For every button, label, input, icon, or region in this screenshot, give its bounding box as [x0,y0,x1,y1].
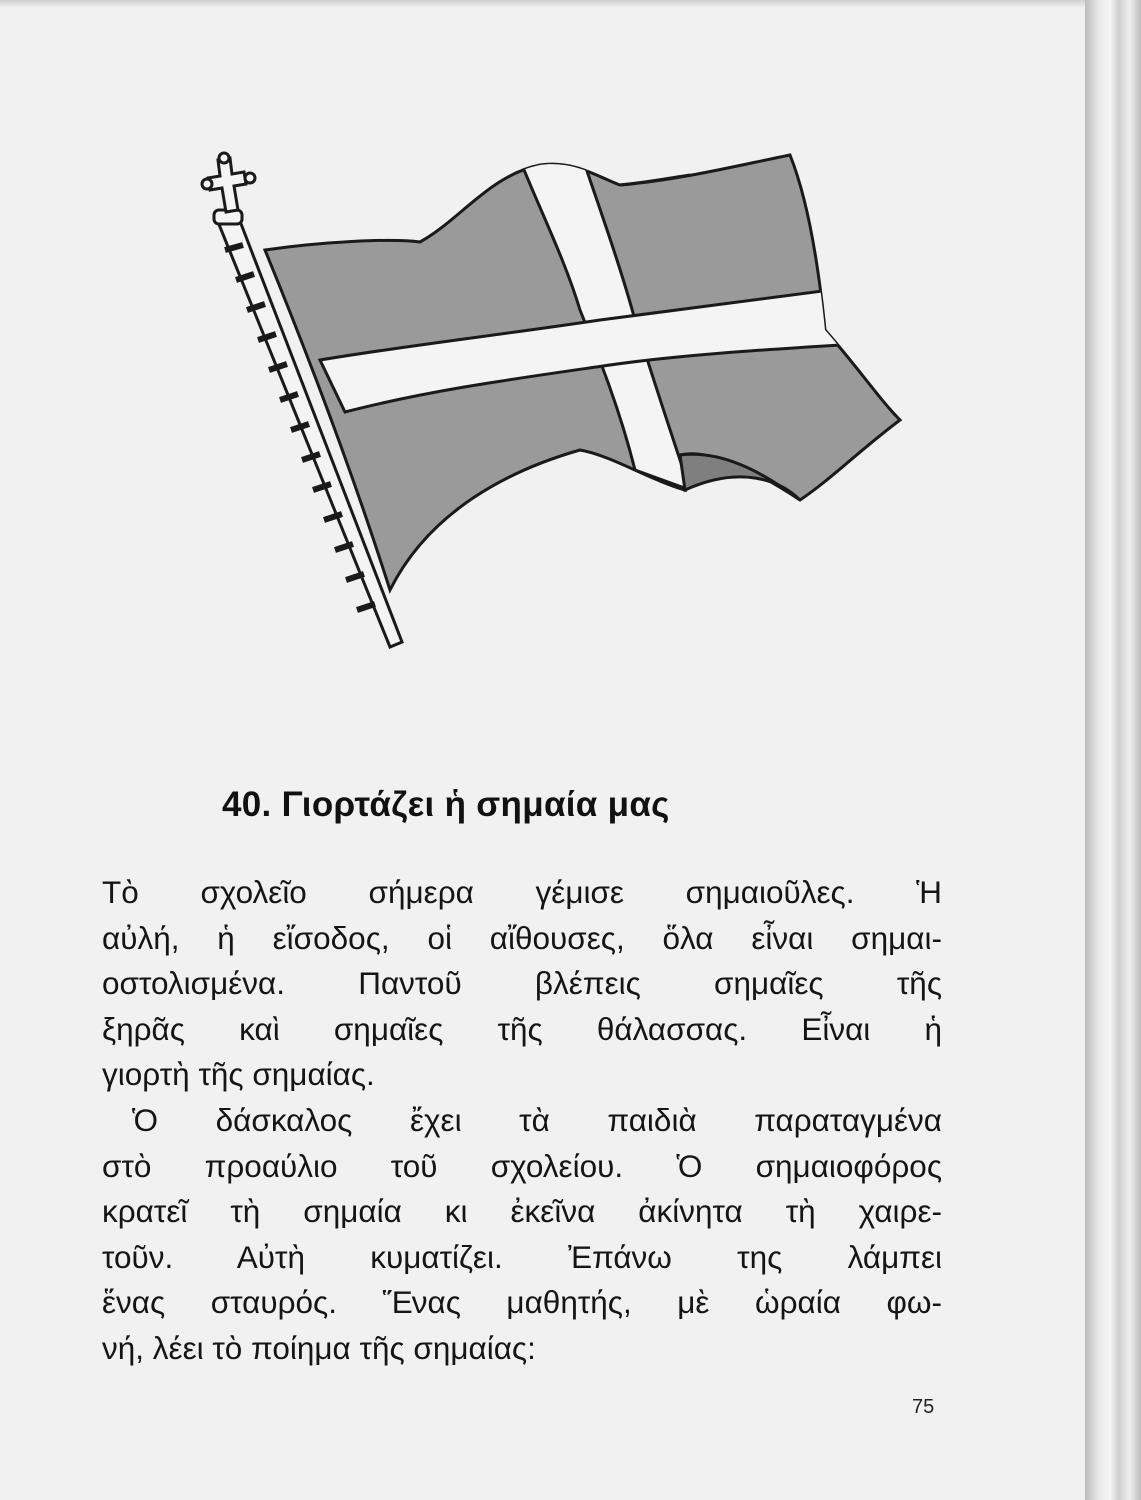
text-line: Ὁ δάσκαλος ἔχει τὰ παιδιὰ παραταγμένα [132,1101,942,1138]
text-line: ξηρᾶς καὶ σημαῖες τῆς θάλασσας. Εἶναι ἡ [102,1010,942,1047]
text-line: ἕνας σταυρός. Ἕνας μαθητής, μὲ ὡραία φω- [102,1284,942,1321]
page-top-shadow [0,0,1085,8]
text-line: αὐλή, ἡ εἴσοδος, οἱ αἴθουσες, ὅλα εἶναι σημαι- [102,919,942,956]
cross-finial-icon [202,153,255,212]
text-line: νή, λέει τὸ ποίημα τῆς σημαίας: [102,1329,536,1366]
flag-cloth [265,155,900,590]
text-line: οστολισμένα. Παντοῦ βλέπεις σημαῖες τῆς [102,965,942,1002]
text-line: τοῦν. Αὐτὴ κυματίζει. Ἐπάνω της λάμπει [102,1238,942,1275]
text-line: κρατεῖ τὴ σημαία κι ἐκεῖνα ἀκίνητα τὴ χαιρε- [102,1193,942,1230]
page-number: 75 [912,1396,935,1418]
text-line: στὸ προαύλιο τοῦ σχολείου. Ὁ σημαιοφόρος [102,1147,942,1184]
lesson-title: 40. Γιορτάζει ἡ σημαία μας [222,785,670,824]
book-spine-edge [1085,0,1141,1500]
text-line: Τὸ σχολεῖο σήμερα γέμισε σημαιοῦλες. Ἡ [102,874,942,910]
lesson-body-text [102,870,942,1372]
text-line: γιορτὴ τῆς σημαίας. [102,1056,375,1093]
greek-flag-illustration [180,150,920,670]
